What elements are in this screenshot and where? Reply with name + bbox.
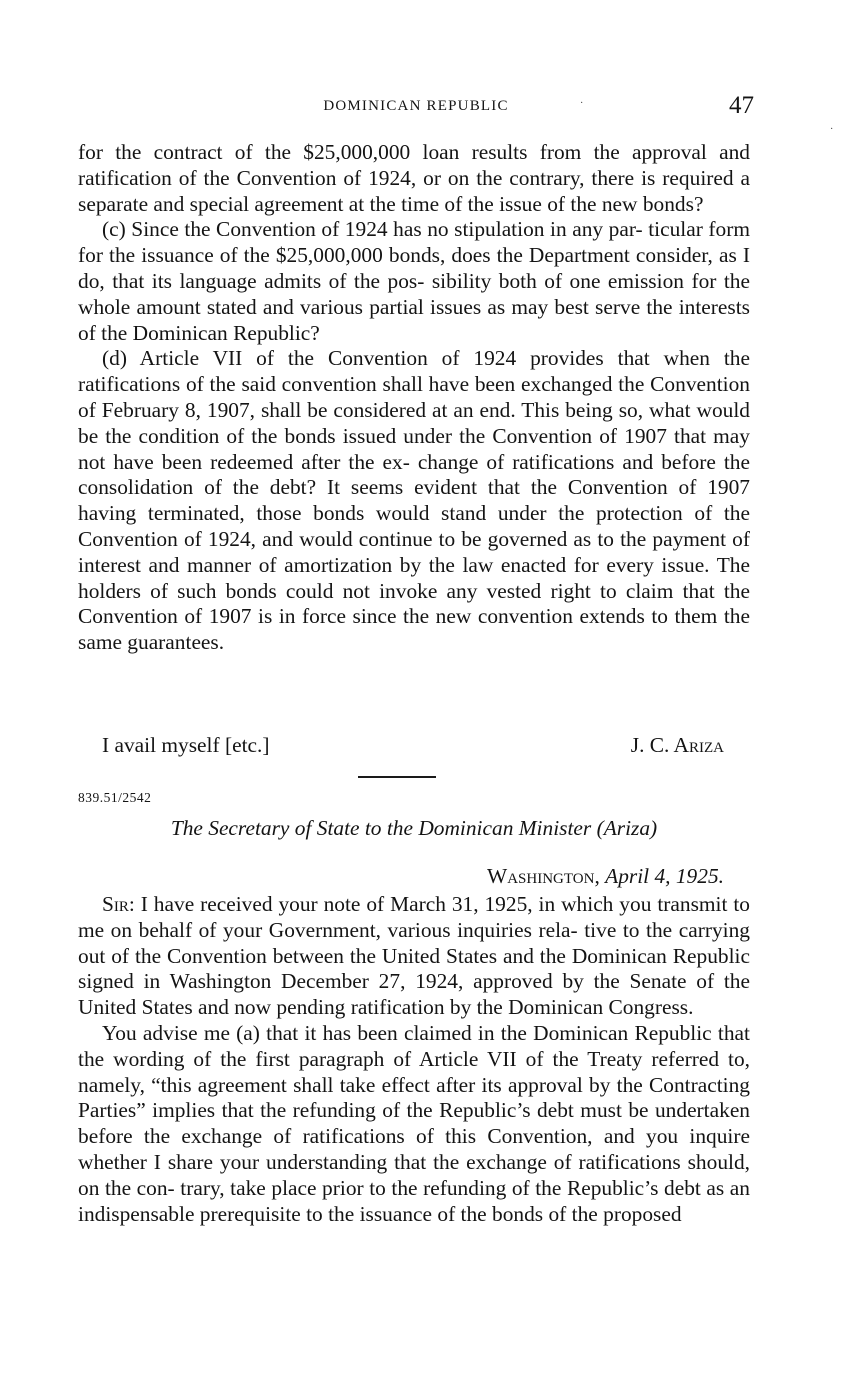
letter-paragraph-1 <box>78 892 750 1021</box>
text-line: and ratification of the Convention of 1924, or on the contrary, there <box>78 140 750 190</box>
text-line: ratification by the Dominican Congress. <box>350 995 694 1020</box>
paragraph-marker: (c) <box>102 217 126 242</box>
text-line: manner of amortization by the law enacted for every issue. The <box>187 552 750 577</box>
text-line: Since the Convention of 1924 has no stipulation in any par- <box>125 217 643 242</box>
text-line: Convention of 1907 that may not have been redeemed after the ex- <box>78 423 750 474</box>
paragraph-continuation <box>78 140 750 217</box>
salutation: Sir: <box>102 892 135 916</box>
text-line: tive to the carrying out of the Convention between the United States <box>78 917 750 968</box>
text-line: 1924, approved by the Senate of the United States and now pending <box>78 969 750 1020</box>
text-line: transmit to me on behalf of your Government, various inquiries rela- <box>78 892 750 942</box>
signature: J. C. Ariza <box>630 733 724 757</box>
text-line: It seems evident that the Convention of 1907 having terminated, those <box>78 475 750 526</box>
body-text <box>78 140 750 656</box>
text-line: the Convention of 1907 is in force since the new convention extends to <box>78 578 750 629</box>
paragraph-d <box>78 346 750 656</box>
text-line: Republic? <box>233 320 320 345</box>
paragraph-marker: (d) <box>102 346 127 371</box>
text-line: and the Dominican Republic signed in Washington December 27, <box>78 943 750 994</box>
paragraph-c <box>78 217 750 346</box>
text-line: ticular form for the issuance of the $25,000,000 bonds, does the <box>78 217 750 268</box>
dateline-date: April 4, 1925. <box>605 864 724 888</box>
text-line: Convention of February 8, 1907, shall be considered at an end. This <box>78 372 750 422</box>
text-line: I have received your note of March 31, 1925, in which you <box>134 892 652 916</box>
text-line: trary, take place prior to the refunding of the Republic’s debt as an <box>180 1175 750 1200</box>
document-heading: The Secretary of State to the Dominican Minister (Ariza) <box>170 816 658 840</box>
dateline <box>487 864 724 889</box>
text-line: Department consider, as I do, that its language admits of the pos- <box>78 243 750 293</box>
text-line: bonds would stand under the protection of the Convention of 1924, <box>78 501 750 551</box>
text-line: Article VII of the Convention of 1924 provides that when the <box>126 346 750 371</box>
letter-text <box>78 892 750 1227</box>
text-line: ratifications of the said convention shall have been exchanged the <box>78 372 645 397</box>
file-number: 839.51/2542 <box>78 790 152 805</box>
closing-text: I avail myself [etc.] <box>102 733 270 757</box>
text-line: and would continue to be governed as to the payment of interest and <box>78 526 750 577</box>
text-line: the Treaty referred to, namely, “this agreement shall take effect after <box>78 1046 750 1097</box>
text-line: indispensable prerequisite to the issuance of the bonds of the proposed <box>78 1201 682 1226</box>
text-line: sibility both of one emission for the whole amount stated and various <box>78 268 750 319</box>
running-title: DOMINICAN REPUBLIC <box>323 98 509 114</box>
section-divider <box>358 776 436 778</box>
letter-paragraph-2 <box>78 1021 750 1227</box>
text-line: for the contract of the $25,000,000 loan results from the approval <box>78 140 707 164</box>
text-line: being so, what would be the condition of the bonds issued under the <box>78 397 750 448</box>
text-line: understanding that the exchange of ratifications should, on the con- <box>78 1149 750 1200</box>
text-line: ratifications of this Convention, and you inquire whether I share your <box>78 1124 750 1174</box>
text-line: Republic that the wording of the first paragraph of Article VII of <box>78 1020 750 1071</box>
text-line: partial issues as may best serve the interests of the Dominican <box>78 294 751 345</box>
text-line: of the new bonds? <box>547 191 704 216</box>
text-line: of the Republic’s debt must be undertaken before the exchange of <box>78 1098 751 1149</box>
page-number: 47 <box>729 92 754 119</box>
text-line: them the same guarantees. <box>78 604 750 655</box>
text-line: holders of such bonds could not invoke any vested right to claim that <box>78 578 715 603</box>
margin-mark: · <box>830 124 834 135</box>
dateline-place: Washington, <box>487 864 600 888</box>
text-line: its approval by the Contracting Parties” implies that the refunding <box>78 1072 750 1123</box>
text-line: change of ratifications and before the consolidation of the debt? <box>78 449 750 500</box>
text-line: You advise me (a) that it has been claimed in the Dominican <box>102 1020 629 1045</box>
text-line: is required a separate and special agreement at the time of the issue <box>78 165 750 216</box>
running-head <box>78 94 754 124</box>
stray-mark: · <box>580 98 584 109</box>
